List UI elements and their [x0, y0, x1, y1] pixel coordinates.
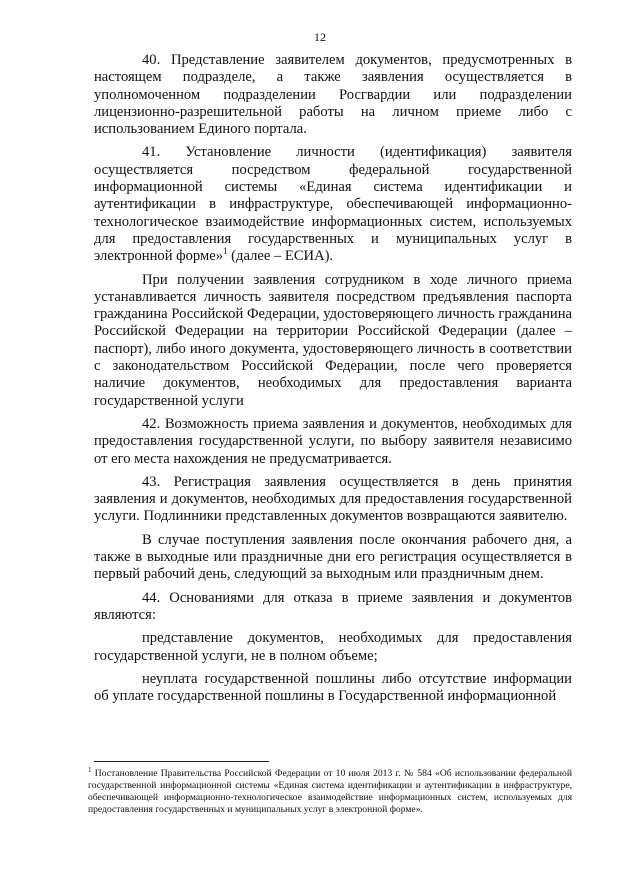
paragraph-41-text: 41. Установление личности (идентификация) заявителя осуществляется посредством федеральной государственной информационной системы «Единая система идентификации и аутентификации в инфраструктуре, обеспечивающей информационно-технологическое взаимодействие информационных систем, используемых для предоставления государственных и муниципальных услуг в электронной форме» [94, 144, 572, 265]
footnote-mark: 1 [88, 765, 92, 774]
footnote-divider [94, 761, 269, 762]
page-number: 12 [314, 30, 326, 44]
paragraph-43: 43. Регистрация заявления осуществляется в день принятия заявления и документов, необходимых для предоставления государственной услуги. Подлинники представленных документов возвращаются заявителю. [94, 473, 572, 525]
document-body [94, 52, 572, 711]
paragraph-41-tail: (далее – ЕСИА). [227, 248, 334, 265]
paragraph-44: 44. Основаниями для отказа в приеме заявления и документов являются: [94, 589, 572, 623]
footnote [88, 765, 572, 816]
paragraph-40: 40. Представление заявителем документов, предусмотренных в настоящем подразделе, а также заявления осуществляется в уполномоченном подразделении Росгвардии или подразделении лицензионно-разрешительной работы на личном приеме либо с использованием Единого портала. [94, 52, 572, 138]
paragraph-42: 42. Возможность приема заявления и документов, необходимых для предоставления государственной услуги, по выбору заявителя независимо от его места нахождения не предусматривается. [94, 415, 572, 467]
footnote-text: Постановление Правительства Российской Федерации от 10 июля 2013 г. № 584 «Об использовании федеральной государственной информационной системы «Единая система идентификации и аутентификации в инфраструктуре, обеспечивающей информационно-технологическое взаимодействие информационных систем, используемых для предоставления государственных и муниципальных услуг в электронной форме». [88, 768, 572, 816]
paragraph-41 [94, 144, 572, 265]
refusal-ground-incomplete-documents: представление документов, необходимых для предоставления государственной услуги, не в полном объеме; [94, 630, 572, 664]
paragraph-late-registration: В случае поступления заявления после окончания рабочего дня, а также в выходные или праздничные дни его регистрация осуществляется в первый рабочий день, следующий за выходным или праздничным днем. [94, 531, 572, 583]
paragraph-identity-check: При получении заявления сотрудником в ходе личного приема устанавливается личность заявителя посредством предъявления паспорта гражданина Российской Федерации, удостоверяющего личность гражданина Российской Федерации на территории Российской Федерации (далее – паспорт), либо иного документа, удостоверяющего личность в соответствии с законодательством Российской Федерации, после чего проверяется наличие документов, необходимых для предоставления варианта государственной услуги [94, 271, 572, 409]
refusal-ground-unpaid-fee: неуплата государственной пошлины либо отсутствие информации об уплате государственной пошлины в Государственной информационной [94, 670, 572, 705]
footnote-reference: 1 [223, 246, 228, 257]
